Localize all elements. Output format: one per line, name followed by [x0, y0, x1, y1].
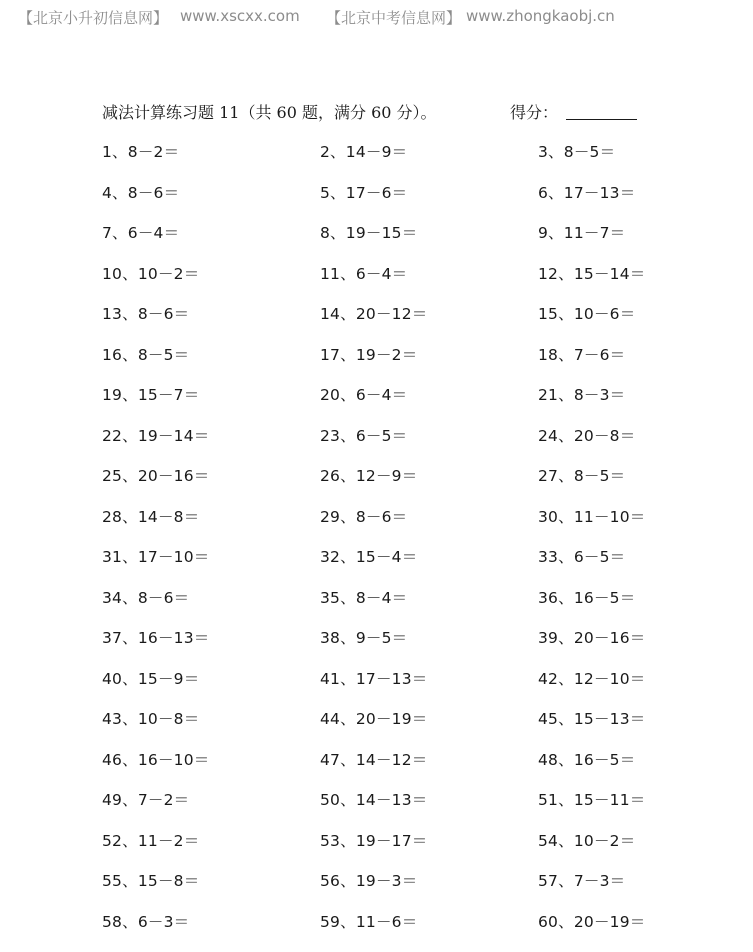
problem-item: 43、10－8＝ [102, 710, 200, 728]
site-link-label-primary[interactable]: 【北京小升初信息网】 [18, 9, 169, 27]
problem-item: 32、15－4＝ [320, 548, 418, 566]
problem-item: 53、19－17＝ [320, 831, 428, 850]
problem-item: 10、10－2＝ [102, 264, 200, 283]
problem-row [102, 628, 722, 669]
problem-item: 26、12－9＝ [320, 467, 418, 485]
problem-item: 51、15－11＝ [538, 791, 646, 809]
problem-row [102, 912, 722, 952]
site-link-label-secondary[interactable]: 【北京中考信息网】 [326, 9, 462, 27]
problem-item: 54、10－2＝ [538, 831, 636, 850]
problem-item: 17、19－2＝ [320, 345, 418, 364]
problem-item: 45、15－13＝ [538, 710, 646, 728]
problem-item: 28、14－8＝ [102, 507, 200, 526]
problem-item: 9、11－7＝ [538, 224, 626, 242]
score-blank-line[interactable] [566, 119, 637, 120]
problem-item: 46、16－10＝ [102, 750, 210, 769]
problem-item: 52、11－2＝ [102, 831, 200, 850]
site-link-url-primary[interactable]: www.xscxx.com [180, 7, 300, 25]
problem-item: 55、15－8＝ [102, 872, 200, 890]
problem-row [102, 223, 722, 264]
problem-item: 11、6－4＝ [320, 264, 408, 283]
problem-item: 6、17－13＝ [538, 183, 636, 202]
problem-item: 29、8－6＝ [320, 507, 408, 526]
worksheet-heading [102, 100, 662, 124]
problem-row [102, 507, 722, 548]
problem-item: 5、17－6＝ [320, 183, 408, 202]
problem-row [102, 547, 722, 588]
problem-item: 2、14－9＝ [320, 143, 408, 161]
problem-item: 48、16－5＝ [538, 750, 636, 769]
problem-item: 24、20－8＝ [538, 426, 636, 445]
problem-item: 44、20－19＝ [320, 710, 428, 728]
problem-row [102, 304, 722, 345]
problem-row [102, 142, 722, 183]
problem-row [102, 831, 722, 872]
problem-item: 14、20－12＝ [320, 305, 428, 323]
problem-row [102, 669, 722, 710]
problem-item: 60、20－19＝ [538, 912, 646, 931]
problem-item: 34、8－6＝ [102, 588, 190, 607]
problem-item: 25、20－16＝ [102, 467, 210, 485]
site-header [18, 7, 738, 29]
problem-item: 31、17－10＝ [102, 548, 210, 566]
problem-item: 37、16－13＝ [102, 629, 210, 647]
problem-item: 50、14－13＝ [320, 791, 428, 809]
problem-item: 3、8－5＝ [538, 143, 616, 161]
problem-row [102, 264, 722, 305]
worksheet-title: 减法计算练习题 11（共 60 题，满分 60 分）。 [102, 103, 437, 122]
problem-item: 42、12－10＝ [538, 669, 646, 688]
problem-item: 49、7－2＝ [102, 791, 190, 809]
problem-row [102, 385, 722, 426]
problem-item: 23、6－5＝ [320, 426, 408, 445]
problem-item: 7、6－4＝ [102, 224, 180, 242]
problem-row [102, 466, 722, 507]
problem-row [102, 871, 722, 912]
problem-item: 19、15－7＝ [102, 386, 200, 404]
site-link-url-secondary[interactable]: www.zhongkaobj.cn [466, 7, 615, 25]
problem-item: 16、8－5＝ [102, 345, 190, 364]
problem-item: 58、6－3＝ [102, 912, 190, 931]
problem-item: 59、11－6＝ [320, 912, 418, 931]
problem-item: 15、10－6＝ [538, 305, 636, 323]
problem-item: 56、19－3＝ [320, 872, 418, 890]
problem-item: 4、8－6＝ [102, 183, 180, 202]
problem-row [102, 709, 722, 750]
problem-row [102, 426, 722, 467]
problem-item: 41、17－13＝ [320, 669, 428, 688]
problem-row [102, 183, 722, 224]
problem-item: 8、19－15＝ [320, 224, 418, 242]
problem-item: 33、6－5＝ [538, 548, 626, 566]
problem-item: 1、8－2＝ [102, 143, 180, 161]
problem-item: 13、8－6＝ [102, 305, 190, 323]
problem-item: 38、9－5＝ [320, 629, 408, 647]
problem-row [102, 750, 722, 791]
problem-row [102, 790, 722, 831]
problem-item: 12、15－14＝ [538, 264, 646, 283]
problem-row [102, 345, 722, 386]
problem-item: 27、8－5＝ [538, 467, 626, 485]
problem-item: 18、7－6＝ [538, 345, 626, 364]
problem-item: 39、20－16＝ [538, 629, 646, 647]
problem-item: 20、6－4＝ [320, 386, 408, 404]
problem-row [102, 588, 722, 629]
problem-grid [102, 142, 722, 952]
problem-item: 30、11－10＝ [538, 507, 646, 526]
problem-item: 21、8－3＝ [538, 386, 626, 404]
problem-item: 35、8－4＝ [320, 588, 408, 607]
problem-item: 40、15－9＝ [102, 669, 200, 688]
problem-item: 36、16－5＝ [538, 588, 636, 607]
problem-item: 57、7－3＝ [538, 872, 626, 890]
problem-item: 22、19－14＝ [102, 426, 210, 445]
problem-item: 47、14－12＝ [320, 750, 428, 769]
score-label: 得分： [510, 103, 559, 122]
